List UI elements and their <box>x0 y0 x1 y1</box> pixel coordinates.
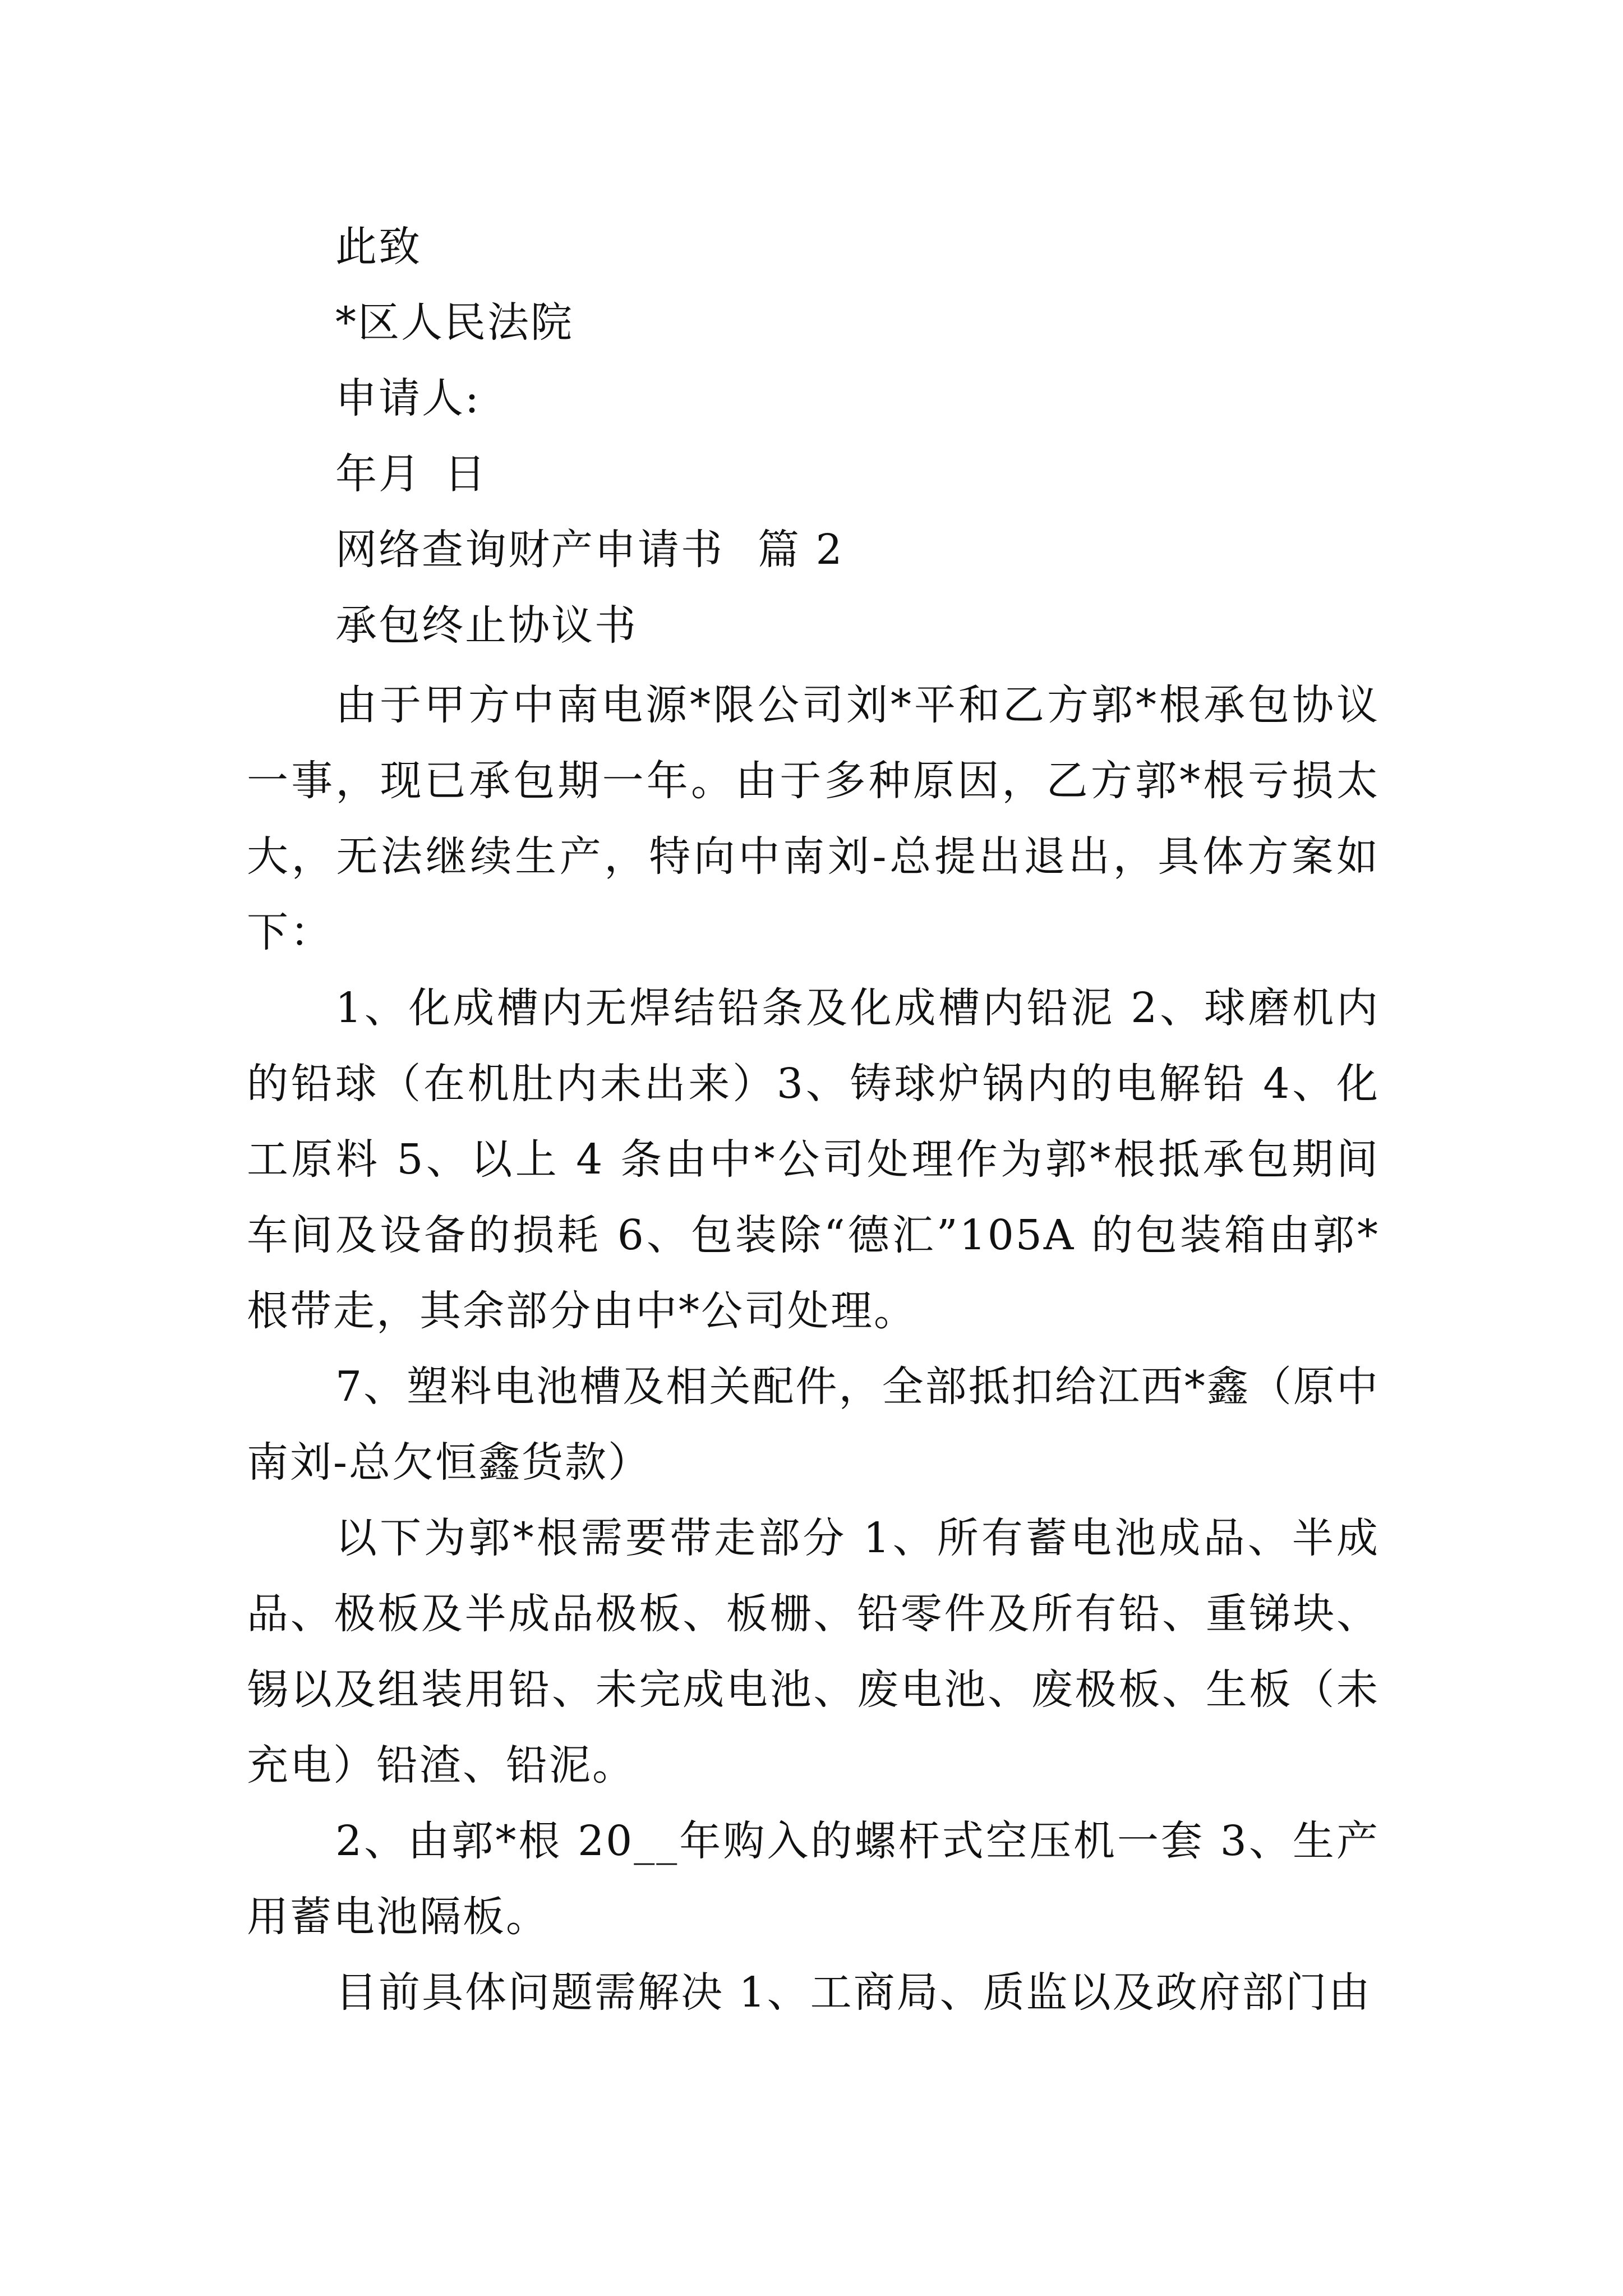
agreement-heading: 承包终止协议书 <box>335 601 638 650</box>
paragraph-issues: 目前具体问题需解决 1、工商局、质监以及政府部门由 <box>335 1968 1372 2017</box>
paragraph-clauses-1-6: 1、化成槽内无焊结铅条及化成槽内铅泥 2、球磨机内的铅球（在机肚内未出来）3、铸球炉锅内的电解铅 4、化工原料 5、以上 4 条由中*公司处理作为郭*根抵承包期间车间及设备的损耗 6、包装除“德汇”105A 的包装箱由郭*根带走，其余部分由中*公司处理。 <box>247 984 1380 1335</box>
date-year-month: 年月 <box>335 450 422 498</box>
paragraph-items-taken: 以下为郭*根需要带走部分 1、所有蓄电池成品、半成品、极板及半成品极板、板栅、铅零件及所有铅、重锑块、锡以及组装用铅、未完成电池、废电池、废极板、生板（未充电）铅渣、铅泥。 <box>247 1514 1380 1789</box>
recipient: *区人民法院 <box>335 298 574 347</box>
section-title-line <box>247 516 1380 592</box>
paragraph-compressor: 2、由郭*根 20__年购入的螺杆式空压机一套 3、生产用蓄电池隔板。 <box>247 1817 1380 1941</box>
date-line <box>247 440 1380 516</box>
salutation: 此致 <box>335 223 422 271</box>
applicant-label: 申请人: <box>335 374 481 422</box>
paragraph-clause-7: 7、塑料电池槽及相关配件，全部抵扣给江西*鑫（原中南刘-总欠恒鑫货款） <box>247 1363 1380 1487</box>
paragraph-intro: 由于甲方中南电源*限公司刘*平和乙方郭*根承包协议一事，现已承包期一年。由于多种原因，乙方郭*根亏损太大，无法继续生产，特向中南刘-总提出退出，具体方案如下： <box>247 681 1380 956</box>
document-body <box>247 213 1380 2031</box>
section-title: 网络查询财产申请书 <box>335 526 724 574</box>
date-day: 日 <box>444 450 487 498</box>
section-number: 篇 2 <box>758 526 844 574</box>
